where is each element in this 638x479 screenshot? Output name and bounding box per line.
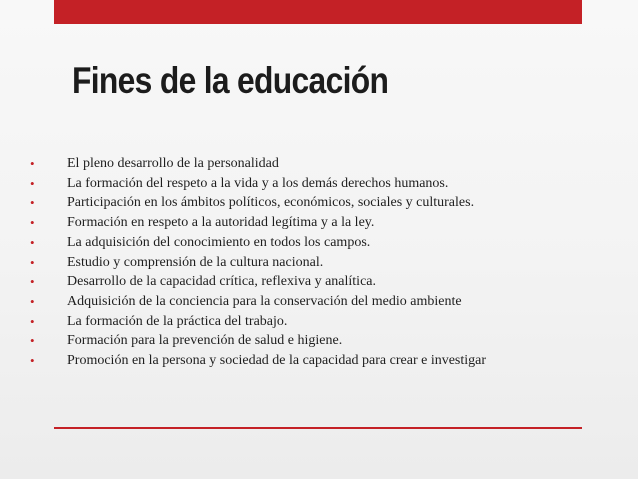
bullet-text: Participación en los ámbitos políticos, económicos, sociales y culturales. <box>67 195 475 211</box>
bullet-text: Adquisición de la conciencia para la conservación del medio ambiente <box>67 293 462 309</box>
bullet-item <box>30 272 486 292</box>
bullet-text: Promoción en la persona y sociedad de la capacidad para crear e investigar <box>67 353 487 369</box>
bullet-item <box>30 331 486 351</box>
bullet-item <box>30 213 486 233</box>
bullet-icon: • <box>30 293 35 309</box>
bottom-divider <box>54 427 582 429</box>
bullet-icon: • <box>30 313 35 329</box>
bullet-icon: • <box>30 175 35 191</box>
bullet-item <box>30 193 486 213</box>
bullet-icon: • <box>30 254 35 270</box>
bullet-icon: • <box>30 333 35 349</box>
bullet-text: La adquisición del conocimiento en todos los campos. <box>67 234 371 250</box>
bullet-text: El pleno desarrollo de la personalidad <box>67 156 279 171</box>
bullet-item <box>30 174 486 194</box>
bullet-item <box>30 312 486 332</box>
slide-title: Fines de la educación <box>72 60 389 101</box>
bullet-icon: • <box>30 195 35 211</box>
bullet-item <box>30 292 486 312</box>
bullet-icon: • <box>30 156 35 171</box>
bullet-icon: • <box>30 274 35 290</box>
bullet-text: La formación de la práctica del trabajo. <box>67 313 288 329</box>
bullet-text: La formación del respeto a la vida y a los demás derechos humanos. <box>67 175 449 191</box>
bullet-icon: • <box>30 353 35 369</box>
bullet-text: Estudio y comprensión de la cultura nacional. <box>67 254 324 270</box>
bullet-item <box>30 233 486 253</box>
top-accent-bar <box>54 0 582 24</box>
bullet-icon: • <box>30 234 35 250</box>
bullet-item <box>30 351 486 371</box>
bullet-text: Desarrollo de la capacidad crítica, reflexiva y analítica. <box>67 274 376 290</box>
bullet-item <box>30 253 486 273</box>
bullet-list <box>30 154 486 371</box>
bullet-icon: • <box>30 215 35 231</box>
bullet-text: Formación en respeto a la autoridad legítima y a la ley. <box>67 215 375 231</box>
bullet-text: Formación para la prevención de salud e higiene. <box>67 333 343 349</box>
bullet-item <box>30 154 486 174</box>
